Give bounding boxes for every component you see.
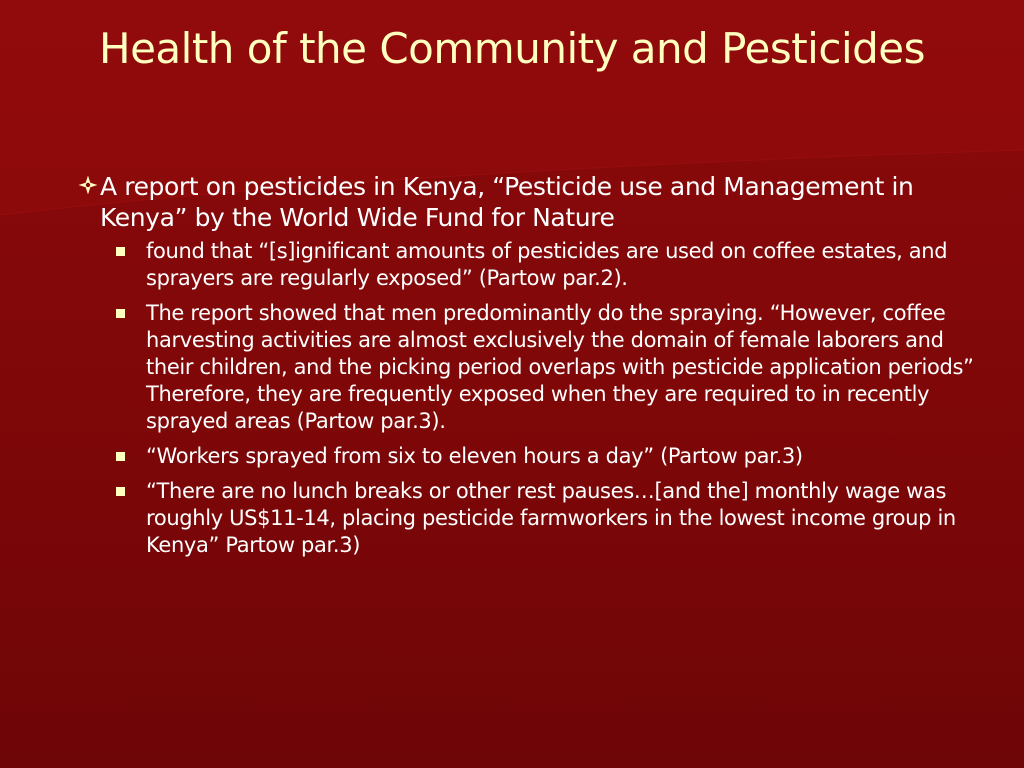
main-bullet (78, 171, 978, 233)
sub-bullet-text: “There are no lunch breaks or other rest pauses…[and the] monthly wage was roughly US$11-14, placing pesticide farmworkers in the lowest income group in Kenya” Partow par.3) (146, 479, 956, 557)
square-bullet-icon (116, 309, 125, 318)
sub-bullet-text: “Workers sprayed from six to eleven hours a day” (Partow par.3) (146, 444, 803, 468)
sub-bullet-text: found that “[s]ignificant amounts of pesticides are used on coffee estates, and sprayers are regularly exposed” (Partow par.2). (146, 239, 948, 290)
sub-bullet-item (78, 300, 978, 435)
slide-title: Health of the Community and Pesticides (98, 24, 925, 73)
diamond-dots-icon (78, 175, 98, 195)
sub-bullet-item (78, 443, 978, 470)
sub-bullet-list (78, 238, 978, 559)
main-bullet-text: A report on pesticides in Kenya, “Pesticide use and Management in Kenya” by the World Wide Fund for Nature (100, 172, 914, 232)
square-bullet-icon (116, 487, 125, 496)
square-bullet-icon (116, 247, 125, 256)
slide-content (78, 171, 978, 567)
square-bullet-icon (116, 452, 125, 461)
sub-bullet-text: The report showed that men predominantly do the spraying. “However, coffee harvesting activities are almost exclusively the domain of female laborers and their children, and the picking period overlaps with pesticide application periods” Therefore, they are frequently exposed when they are required to in recently sprayed areas (Partow par.3). (146, 301, 974, 433)
sub-bullet-item (78, 478, 978, 559)
sub-bullet-item (78, 238, 978, 292)
